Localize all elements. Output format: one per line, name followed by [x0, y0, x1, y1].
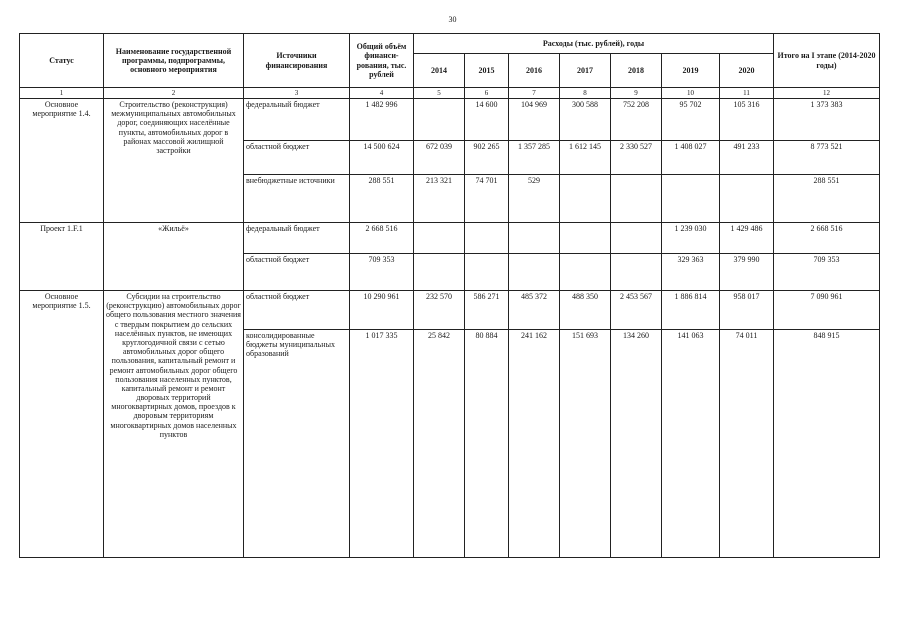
row-status: Основное мероприятие 1.4. — [20, 99, 104, 223]
row-source: областной бюджет — [244, 291, 350, 330]
row-total: 1 017 335 — [350, 330, 414, 558]
row-stage-total: 7 090 961 — [774, 291, 880, 330]
row-year-value: 485 372 — [509, 291, 560, 330]
row-year-value — [720, 175, 774, 223]
row-year-value: 74 701 — [465, 175, 509, 223]
row-year-value — [560, 175, 611, 223]
row-stage-total: 288 551 — [774, 175, 880, 223]
row-year-value: 95 702 — [662, 99, 720, 141]
column-number: 9 — [611, 88, 662, 99]
row-year-value: 25 842 — [414, 330, 465, 558]
table-row — [20, 99, 880, 141]
row-year-value: 141 063 — [662, 330, 720, 558]
row-year-value — [465, 254, 509, 291]
row-year-value: 1 429 486 — [720, 223, 774, 254]
row-year-value — [611, 175, 662, 223]
column-number: 6 — [465, 88, 509, 99]
row-year-value: 379 990 — [720, 254, 774, 291]
row-year-value: 104 969 — [509, 99, 560, 141]
header-total: Общий объём финанси-рования, тыс. рублей — [350, 34, 414, 88]
row-year-value — [560, 254, 611, 291]
row-year-value — [662, 175, 720, 223]
row-year-value: 1 408 027 — [662, 141, 720, 175]
row-source: внебюджетные источники — [244, 175, 350, 223]
budget-table — [19, 33, 880, 558]
header-year: 2020 — [720, 54, 774, 88]
row-stage-total: 1 373 383 — [774, 99, 880, 141]
column-number: 8 — [560, 88, 611, 99]
row-year-value — [465, 223, 509, 254]
row-year-value: 2 330 527 — [611, 141, 662, 175]
row-stage-total: 848 915 — [774, 330, 880, 558]
row-source: федеральный бюджет — [244, 99, 350, 141]
row-year-value — [611, 223, 662, 254]
row-status: Основное мероприятие 1.5. — [20, 291, 104, 558]
column-number-row — [20, 88, 880, 99]
row-name: Субсидии на строительство (реконструкцию) автомобильных дорог общего пользования местного значения с твердым покрытием до сельских населённых пунктов, не имеющих круглогодичной связи с сетью автомобильных дорог общего пользования, капитальный ремонт и ремонт автомобильных дорог общего пользования населенных пунктов, капитальный ремонт и ремонт дворовых территорий многоквартирных домов, проездов к дворовым территориям многоквартирных домов населенных пунктов — [104, 291, 244, 558]
column-number: 5 — [414, 88, 465, 99]
row-year-value: 1 357 285 — [509, 141, 560, 175]
column-number: 7 — [509, 88, 560, 99]
column-number: 1 — [20, 88, 104, 99]
header-status: Статус — [20, 34, 104, 88]
row-year-value — [560, 223, 611, 254]
row-year-value: 902 265 — [465, 141, 509, 175]
row-year-value: 958 017 — [720, 291, 774, 330]
row-year-value — [414, 99, 465, 141]
header-year: 2014 — [414, 54, 465, 88]
row-year-value: 329 363 — [662, 254, 720, 291]
row-year-value: 2 453 567 — [611, 291, 662, 330]
row-year-value — [509, 223, 560, 254]
row-year-value: 232 570 — [414, 291, 465, 330]
row-year-value: 488 350 — [560, 291, 611, 330]
row-year-value — [414, 254, 465, 291]
row-total: 14 500 624 — [350, 141, 414, 175]
row-year-value: 80 884 — [465, 330, 509, 558]
row-year-value: 300 588 — [560, 99, 611, 141]
column-number: 11 — [720, 88, 774, 99]
header-year: 2015 — [465, 54, 509, 88]
header-year: 2016 — [509, 54, 560, 88]
page-number: 30 — [448, 15, 457, 24]
row-year-value: 151 693 — [560, 330, 611, 558]
header-stage-total: Итого на I этапе (2014-2020 годы) — [774, 34, 880, 88]
row-year-value: 105 316 — [720, 99, 774, 141]
column-number: 2 — [104, 88, 244, 99]
row-total: 709 353 — [350, 254, 414, 291]
row-year-value: 1 886 814 — [662, 291, 720, 330]
row-total: 10 290 961 — [350, 291, 414, 330]
row-year-value: 1 239 030 — [662, 223, 720, 254]
row-total: 288 551 — [350, 175, 414, 223]
column-number: 4 — [350, 88, 414, 99]
header-name: Наименование государственной программы, подпрограммы, основного мероприятия — [104, 34, 244, 88]
row-year-value: 213 321 — [414, 175, 465, 223]
header-expenses: Расходы (тыс. рублей), годы — [414, 34, 774, 54]
row-stage-total: 2 668 516 — [774, 223, 880, 254]
row-total: 1 482 996 — [350, 99, 414, 141]
row-year-value: 241 162 — [509, 330, 560, 558]
column-number: 12 — [774, 88, 880, 99]
header-year: 2018 — [611, 54, 662, 88]
row-stage-total: 8 773 521 — [774, 141, 880, 175]
row-source: федеральный бюджет — [244, 223, 350, 254]
header-year: 2017 — [560, 54, 611, 88]
row-name: Строительство (реконструкция) межмуниципальных автомобильных дорог, соединяющих населённые пункты, автомобильных дорог в районах массовой жилищной застройки — [104, 99, 244, 223]
row-year-value: 672 039 — [414, 141, 465, 175]
row-year-value: 752 208 — [611, 99, 662, 141]
row-year-value — [611, 254, 662, 291]
row-total: 2 668 516 — [350, 223, 414, 254]
row-year-value: 134 260 — [611, 330, 662, 558]
header-sources: Источники финансирования — [244, 34, 350, 88]
row-year-value: 74 011 — [720, 330, 774, 558]
row-year-value: 491 233 — [720, 141, 774, 175]
row-source: консолидированные бюджеты муниципальных образований — [244, 330, 350, 558]
row-source: областной бюджет — [244, 254, 350, 291]
row-year-value — [414, 223, 465, 254]
header-year: 2019 — [662, 54, 720, 88]
row-stage-total: 709 353 — [774, 254, 880, 291]
row-source: областной бюджет — [244, 141, 350, 175]
row-year-value: 1 612 145 — [560, 141, 611, 175]
column-number: 3 — [244, 88, 350, 99]
row-name: «Жильё» — [104, 223, 244, 291]
row-year-value: 586 271 — [465, 291, 509, 330]
row-status: Проект 1.F.1 — [20, 223, 104, 291]
row-year-value: 529 — [509, 175, 560, 223]
table-row — [20, 223, 880, 254]
table-row — [20, 291, 880, 330]
row-year-value — [509, 254, 560, 291]
row-year-value: 14 600 — [465, 99, 509, 141]
column-number: 10 — [662, 88, 720, 99]
